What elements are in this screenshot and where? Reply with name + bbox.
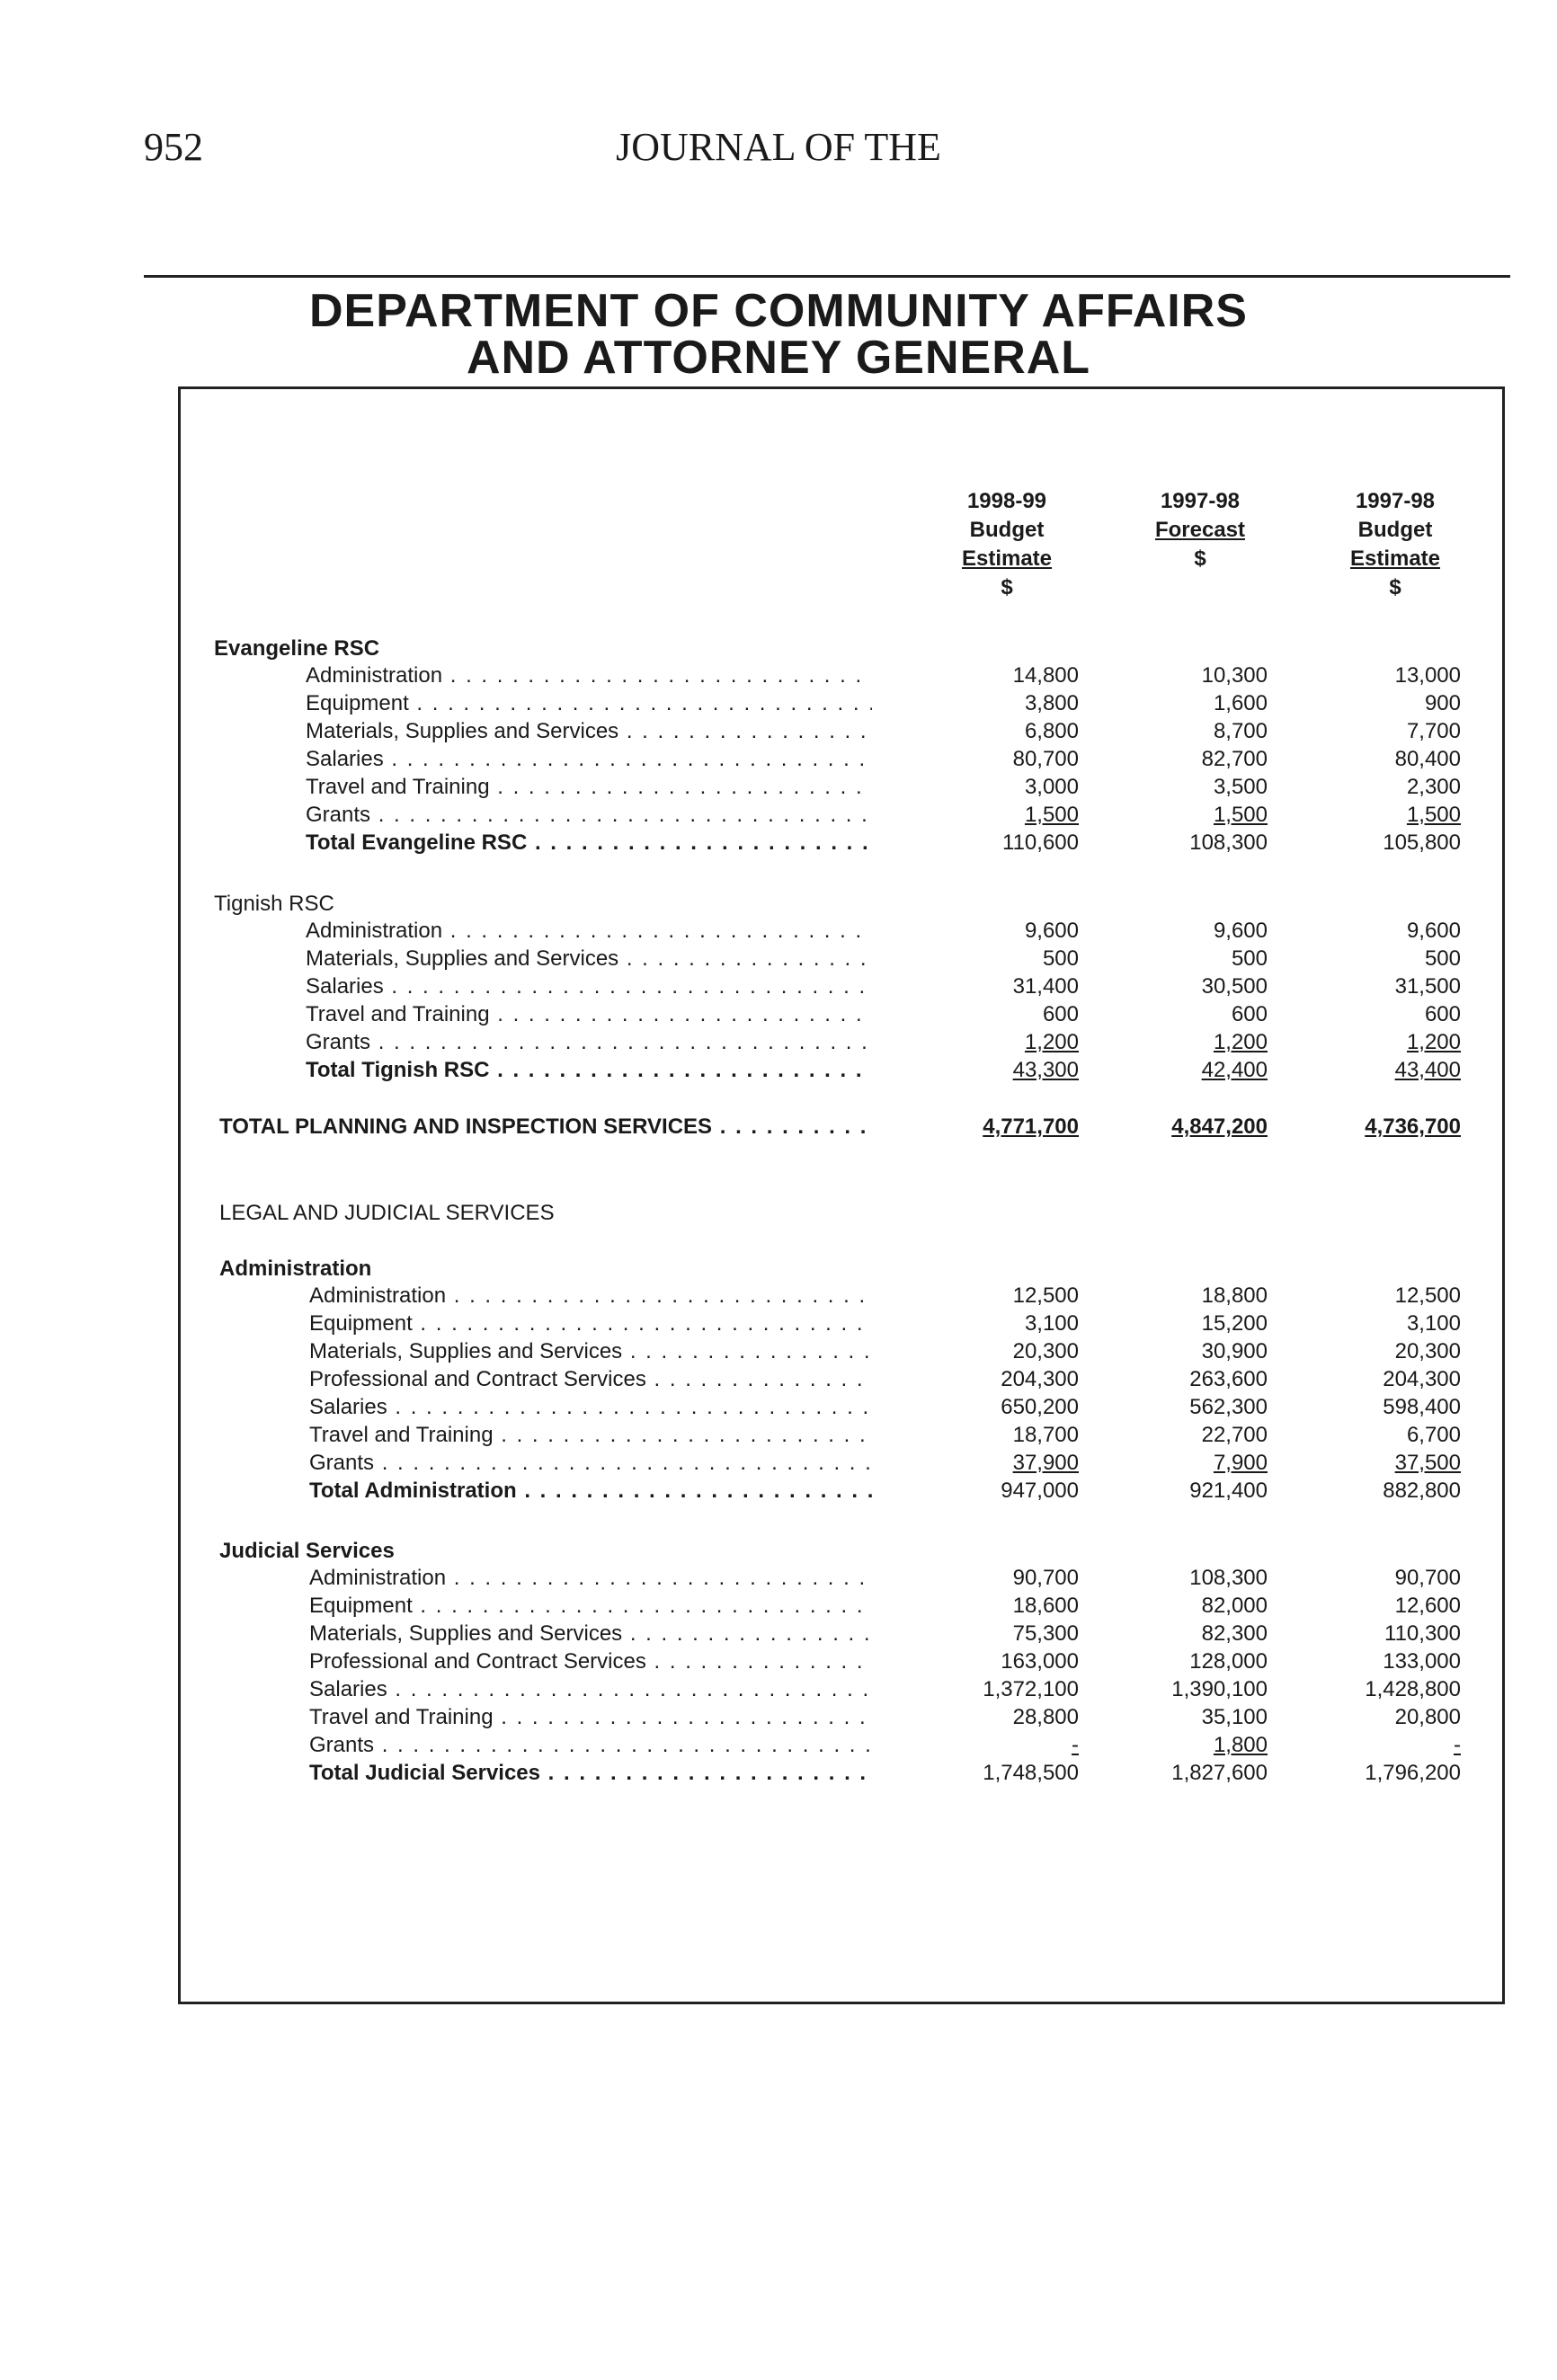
column-header-1997-98-forecast: 1997-98 Forecast $ [1154, 489, 1246, 571]
table-row: Grants . . . 1,500 1,500 1,500 [0, 801, 1557, 829]
table-row: Materials, Supplies and Services . . . 500 500 500 [0, 945, 1557, 972]
table-row-total: Total Administration . . . 947,000 921,400 882,800 [0, 1477, 1557, 1505]
table-row: Materials, Supplies and Services . . . 6,800 8,700 7,700 [0, 717, 1557, 745]
table-row: Materials, Supplies and Services . . . 75,300 82,300 110,300 [0, 1620, 1557, 1647]
table-row-total: Total Tignish RSC . . . 43,300 42,400 43,400 [0, 1056, 1557, 1084]
column-header-1997-98-budget: 1997-98 Budget Estimate $ [1349, 489, 1441, 599]
table-row: Administration . . . 14,800 10,300 13,000 [0, 662, 1557, 689]
table-row: Salaries . . . 650,200 562,300 598,400 [0, 1393, 1557, 1421]
table-row: Grants . . . - 1,800 - [0, 1731, 1557, 1759]
table-row-total: Total Evangeline RSC . . . 110,600 108,300 105,800 [0, 829, 1557, 857]
document-title-line-2: AND ATTORNEY GENERAL [466, 332, 1091, 384]
section-heading-evangeline: Evangeline RSC [214, 636, 380, 661]
table-row: Salaries . . . 80,700 82,700 80,400 [0, 745, 1557, 773]
table-row: Equipment . . . 3,800 1,600 900 [0, 689, 1557, 717]
journal-title: JOURNAL OF THE [616, 125, 941, 169]
table-row-total: Total Judicial Services . . . 1,748,500 1,827,600 1,796,200 [0, 1759, 1557, 1787]
table-row: Travel and Training . . . 18,700 22,700 6,700 [0, 1421, 1557, 1449]
section-heading-judicial: Judicial Services [219, 1539, 395, 1563]
table-row: Administration . . . 90,700 108,300 90,700 [0, 1564, 1557, 1592]
table-row: Salaries . . . 31,400 30,500 31,500 [0, 972, 1557, 1000]
table-row: Equipment . . . 3,100 15,200 3,100 [0, 1310, 1557, 1337]
section-heading-administration: Administration [219, 1257, 372, 1281]
table-row: Grants . . . 1,200 1,200 1,200 [0, 1028, 1557, 1056]
table-row: Administration . . . 9,600 9,600 9,600 [0, 917, 1557, 945]
column-header-1998-99-budget: 1998-99 Budget Estimate $ [961, 489, 1053, 599]
document-title-line-1: DEPARTMENT OF COMMUNITY AFFAIRS [308, 285, 1248, 337]
table-row: Equipment . . . 18,600 82,000 12,600 [0, 1592, 1557, 1620]
table-row: Travel and Training . . . 3,000 3,500 2,300 [0, 773, 1557, 801]
table-row: Professional and Contract Services . . . 163,000 128,000 133,000 [0, 1647, 1557, 1675]
table-row: Grants . . . 37,900 7,900 37,500 [0, 1449, 1557, 1477]
page-number: 952 [144, 125, 203, 169]
table-row: Travel and Training . . . 28,800 35,100 20,800 [0, 1703, 1557, 1731]
table-row: Administration . . . 12,500 18,800 12,500 [0, 1282, 1557, 1310]
section-heading-tignish: Tignish RSC [214, 892, 334, 916]
section-heading-legal: LEGAL AND JUDICIAL SERVICES [219, 1201, 555, 1225]
table-row: Materials, Supplies and Services . . . 20,300 30,900 20,300 [0, 1337, 1557, 1365]
grand-total-row: TOTAL PLANNING AND INSPECTION SERVICES . . . 4,771,700 4,847,200 4,736,700 [0, 1113, 1557, 1141]
table-row: Salaries . . . 1,372,100 1,390,100 1,428,800 [0, 1675, 1557, 1703]
table-row: Travel and Training . . . 600 600 600 [0, 1000, 1557, 1028]
table-row: Professional and Contract Services . . . 204,300 263,600 204,300 [0, 1365, 1557, 1393]
